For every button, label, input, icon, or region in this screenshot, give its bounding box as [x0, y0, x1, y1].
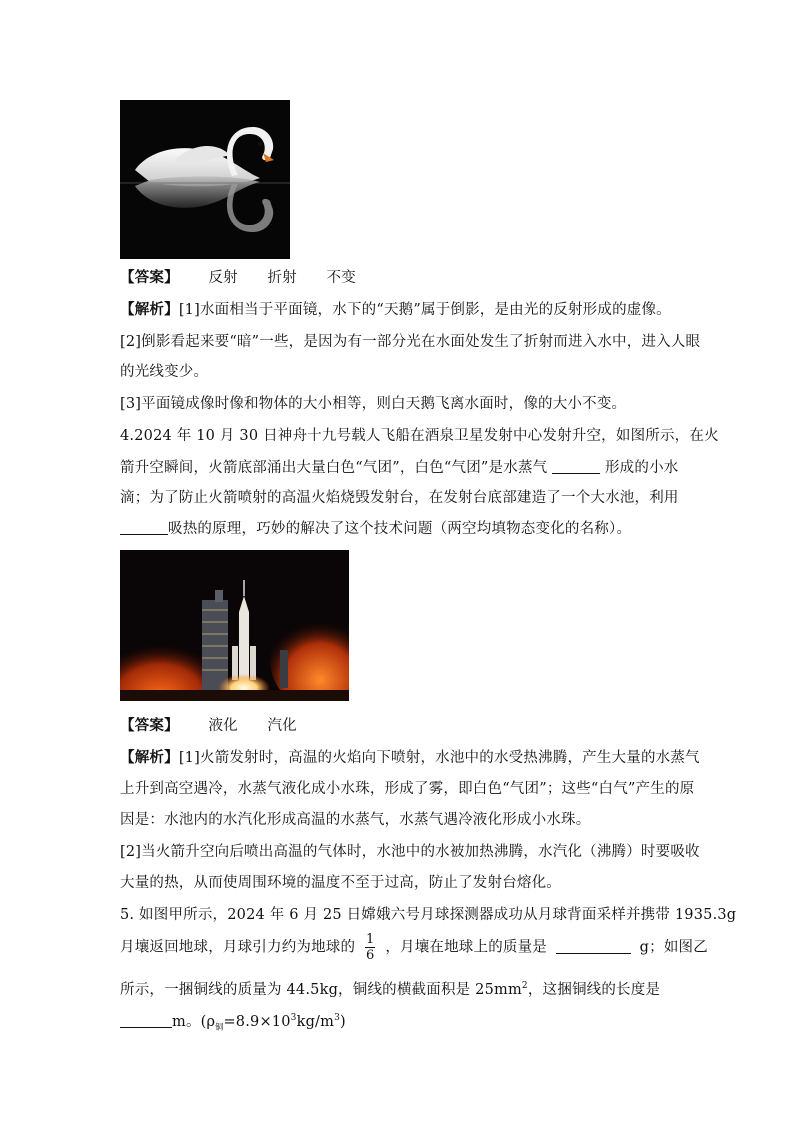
fraction	[364, 932, 376, 963]
answer-item: 不变	[326, 270, 356, 286]
q3-analysis-line	[120, 300, 671, 320]
question-text: )	[340, 1013, 346, 1030]
q5-question-line	[120, 932, 708, 963]
question-text: m。(ρ	[172, 1013, 216, 1030]
q4-analysis-line: [2]当火箭升空向后喷出高温的气体时，水池中的水被加热沸腾，水汽化（沸腾）时要吸收	[120, 844, 700, 860]
superscript: 3	[290, 1013, 297, 1023]
analysis-text: [1]火箭发射时，高温的火焰向下喷射，水池中的水受热沸腾，产生大量的水蒸气	[178, 750, 700, 766]
swan-photo	[120, 100, 290, 259]
q4-question-line: 滴；为了防止火箭喷射的高温火焰烧毁发射台，在发射台底部建造了一个大水池，利用	[120, 490, 679, 506]
q3-analysis-line: [2]倒影看起来要“暗”一些，是因为有一部分光在水面处发生了折射而进入水中，进入人眼	[120, 334, 701, 350]
question-text: 形成的小水	[604, 460, 679, 476]
answer-item: 液化	[208, 718, 238, 734]
answer-item: 折射	[267, 270, 297, 286]
answer-blank	[120, 1013, 172, 1028]
rocket-launch-photo	[120, 550, 349, 701]
q4-question-line: 4.2024 年 10 月 30 日神舟十九号载人飞船在酒泉卫星发射中心发射升空，如图所示，在火	[120, 428, 719, 444]
q4-analysis-line: 上升到高空遇冷，水蒸气液化成小水珠，形成了雾，即白色“气团”；这些“白气”产生的原	[120, 781, 695, 797]
swan-illustration	[120, 100, 290, 259]
q5-question-line	[120, 976, 660, 1000]
q3-analysis-line: 的光线变少。	[120, 364, 209, 380]
q4-analysis-line	[120, 748, 700, 768]
q4-question-line	[120, 519, 631, 539]
analysis-text: [1]水面相当于平面镜，水下的“天鹅”属于倒影，是由光的反射形成的虚像。	[178, 302, 671, 318]
q5-question-line	[120, 1008, 346, 1038]
q4-analysis-line: 因是：水池内的水汽化形成高温的水蒸气，水蒸气遇冷液化形成小水珠。	[120, 812, 591, 828]
q4-analysis-line: 大量的热，从而使周围环境的温度不至于过高，防止了发射台熔化。	[120, 875, 561, 891]
answer-blank	[556, 939, 631, 954]
answer-item: 汽化	[267, 718, 297, 734]
q3-answer-row	[120, 268, 356, 288]
answer-blank	[120, 520, 168, 535]
question-text: g；如图乙	[639, 939, 708, 956]
analysis-tag: 【解析】	[120, 301, 179, 318]
q4-question-line	[120, 458, 678, 478]
question-text: 所示，一捆铜线的质量为 44.5kg，铜线的横截面积是 25mm	[120, 981, 522, 998]
q5-question-line: 5. 如图甲所示，2024 年 6 月 25 日嫦娥六号月球探测器成功从月球背面采样并携带 1935.3g	[120, 907, 737, 923]
answer-item: 反射	[208, 270, 238, 286]
rocket-illustration	[120, 550, 349, 701]
fraction-denominator: 6	[366, 948, 375, 963]
question-text: 吸热的原理，巧妙的解决了这个技术问题（两空均填物态变化的名称）。	[168, 521, 632, 537]
answer-blank	[552, 459, 600, 474]
question-text: kg/m	[296, 1013, 335, 1030]
superscript: 3	[334, 1013, 341, 1023]
q4-answer-row	[120, 716, 297, 736]
analysis-tag: 【解析】	[120, 749, 179, 766]
question-text: 箭升空瞬间，火箭底部涌出大量白色“气团”，白色“气团”是水蒸气	[120, 460, 548, 476]
question-text: ，月壤在地球上的质量是	[385, 939, 548, 956]
superscript: 2	[521, 981, 528, 991]
subscript: 铜	[215, 1022, 224, 1032]
answer-tag: 【答案】	[120, 717, 179, 734]
question-text: 月壤返回地球，月球引力约为地球的	[120, 939, 356, 956]
fraction-numerator: 1	[366, 932, 375, 947]
question-text: ，这捆铜线的长度是	[527, 981, 661, 998]
q3-analysis-line: [3]平面镜成像时像和物体的大小相等，则白天鹅飞离水面时，像的大小不变。	[120, 396, 627, 412]
answer-tag: 【答案】	[120, 269, 179, 286]
question-text: =8.9×10	[223, 1013, 291, 1030]
